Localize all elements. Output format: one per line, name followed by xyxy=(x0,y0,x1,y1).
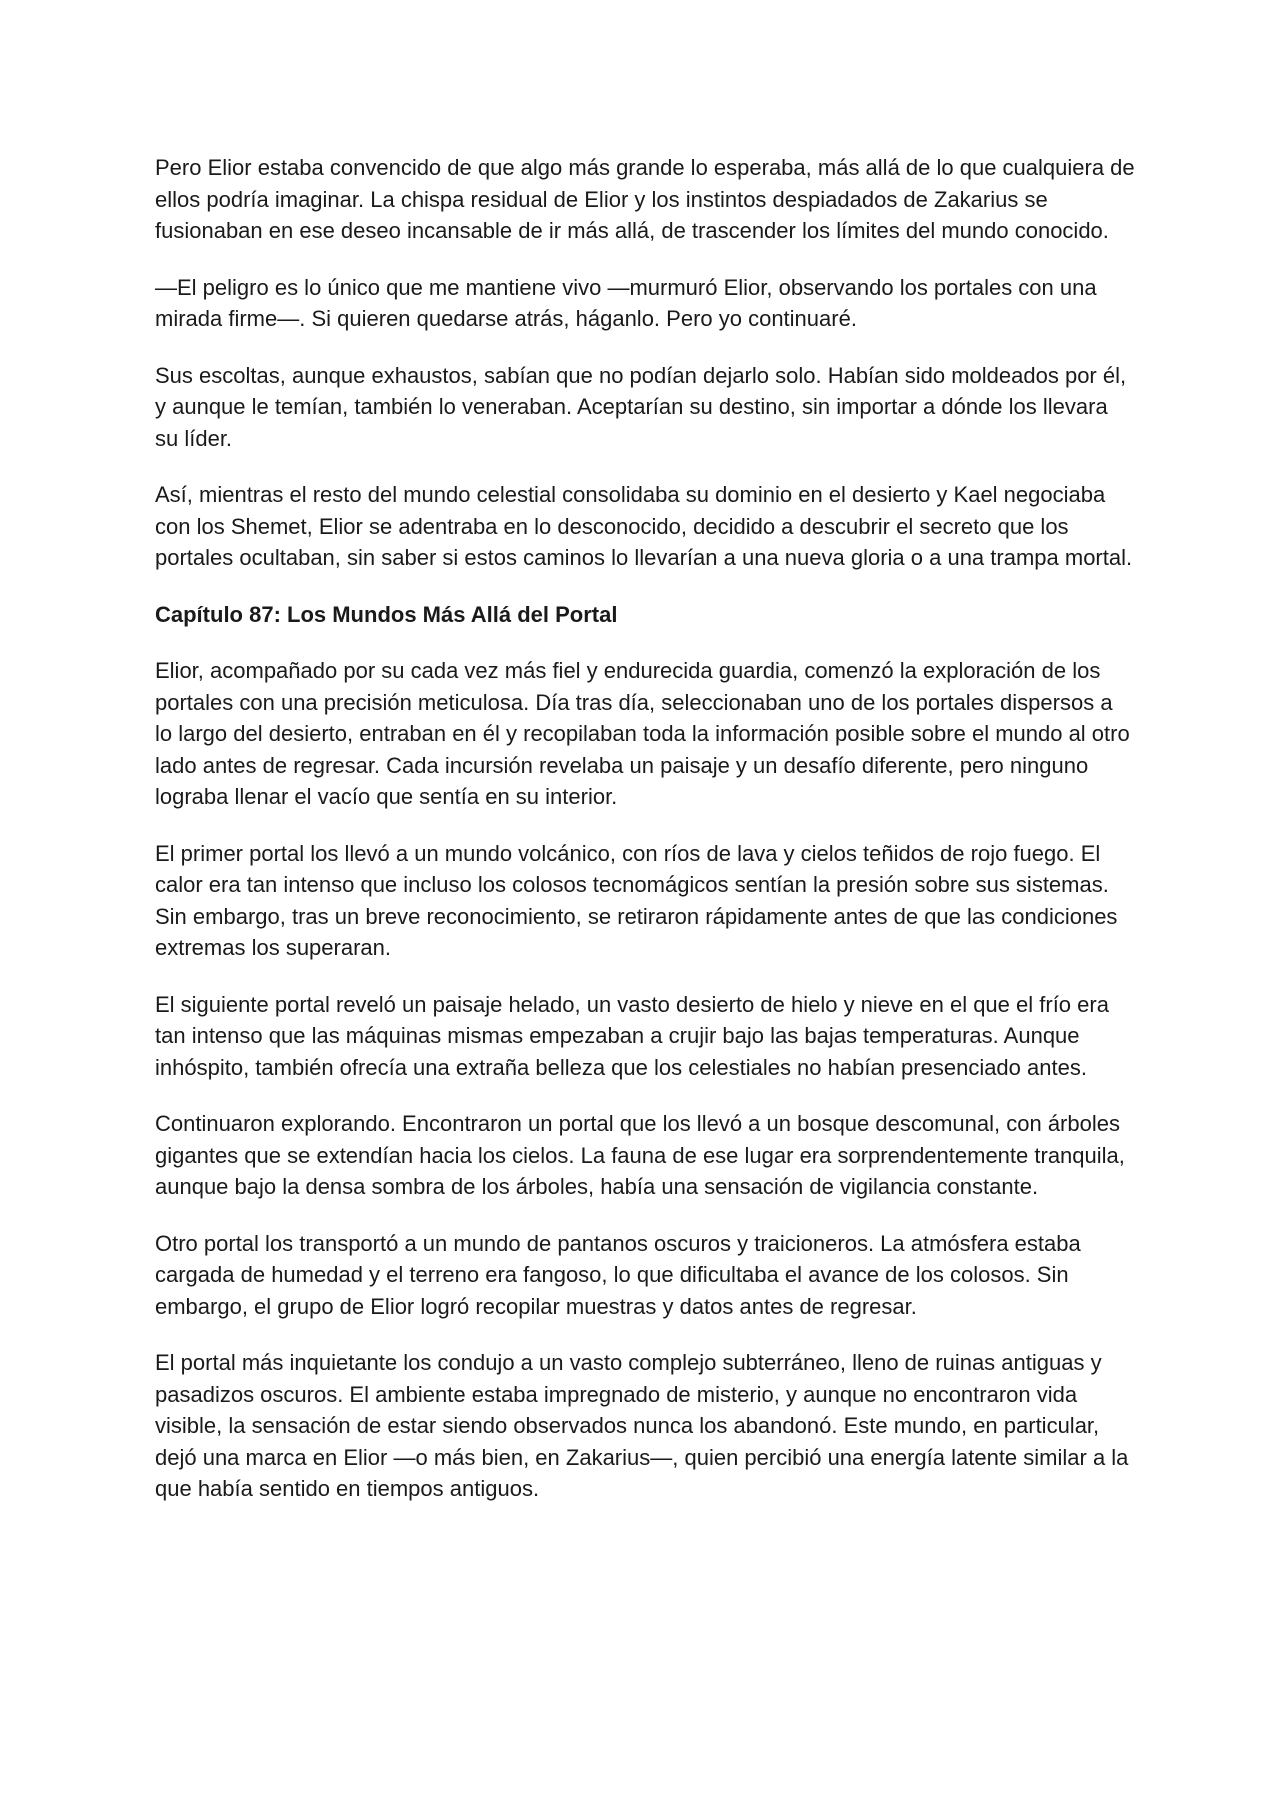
paragraph: Continuaron explorando. Encontraron un portal que los llevó a un bosque descomunal, con árboles gigantes que se extendían hacia los cielos. La fauna de ese lugar era sorprendentemente tranquila, aunque bajo la densa sombra de los árboles, había una sensación de vigilancia constante. xyxy=(155,1111,1125,1199)
paragraph: Pero Elior estaba convencido de que algo más grande lo esperaba, más allá de lo que cualquiera de ellos podría imaginar. La chispa residual de Elior y los instintos despiadados de Zakarius se fusionaban en ese deseo incansable de ir más allá, de trascender los límites del mundo conocido. xyxy=(155,155,1135,243)
paragraph: Otro portal los transportó a un mundo de pantanos oscuros y traicioneros. La atmósfera estaba cargada de humedad y el terreno era fangoso, lo que dificultaba el avance de los colosos. Sin embargo, el grupo de Elior logró recopilar muestras y datos antes de regresar. xyxy=(155,1230,1081,1319)
paragraph: El portal más inquietante los condujo a un vasto complejo subterráneo, lleno de ruinas antiguas y pasadizos oscuros. El ambiente estaba impregnado de misterio, y aunque no encontraron vida visible, la sensación de estar siendo observados nunca los abandonó. Este mundo, en particular, dejó una marca en Elior —o más bien, en Zakarius—, quien percibió una energía latente similar a la que había sentido en tiempos antiguos. xyxy=(155,1350,1129,1501)
paragraph: Sus escoltas, aunque exhaustos, sabían que no podían dejarlo solo. Habían sido moldeados por él, y aunque le temían, también lo veneraban. Aceptarían su destino, sin importar a dónde los llevara su líder. xyxy=(155,362,1127,451)
paragraph: Elior, acompañado por su cada vez más fiel y endurecida guardia, comenzó la exploración de los portales con una precisión meticulosa. Día tras día, seleccionaban uno de los portales dispersos a lo largo del desierto, entraban en él y recopilaban toda la información posible sobre el mundo al otro lado antes de regresar. Cada incursión revelaba un paisaje y un desafío diferente, pero ninguno lograba llenar el vacío que sentía en su interior. xyxy=(155,658,1130,809)
chapter-heading: Capítulo 87: Los Mundos Más Allá del Portal xyxy=(155,601,618,627)
paragraph: Así, mientras el resto del mundo celestial consolidaba su dominio en el desierto y Kael negociaba con los Shemet, Elior se adentraba en lo desconocido, decidido a descubrir el secreto que los portales ocultaban, sin saber si estos caminos lo llevarían a una nueva gloria o a una trampa mortal. xyxy=(155,482,1133,570)
paragraph: El primer portal los llevó a un mundo volcánico, con ríos de lava y cielos teñidos de rojo fuego. El calor era tan intenso que incluso los colosos tecnomágicos sentían la presión sobre sus sistemas. Sin embargo, tras un breve reconocimiento, se retiraron rápidamente antes de que las condiciones extremas los superaran. xyxy=(155,840,1118,960)
paragraph: —El peligro es lo único que me mantiene vivo —murmuró Elior, observando los portales con una mirada firme—. Si quieren quedarse atrás, háganlo. Pero yo continuaré. xyxy=(155,274,1097,331)
paragraph: El siguiente portal reveló un paisaje helado, un vasto desierto de hielo y nieve en el que el frío era tan intenso que las máquinas mismas empezaban a crujir bajo las bajas temperaturas. Aunque inhóspito, también ofrecía una extraña belleza que los celestiales no habían presenciado antes. xyxy=(155,991,1109,1080)
document-page xyxy=(155,152,1135,1530)
